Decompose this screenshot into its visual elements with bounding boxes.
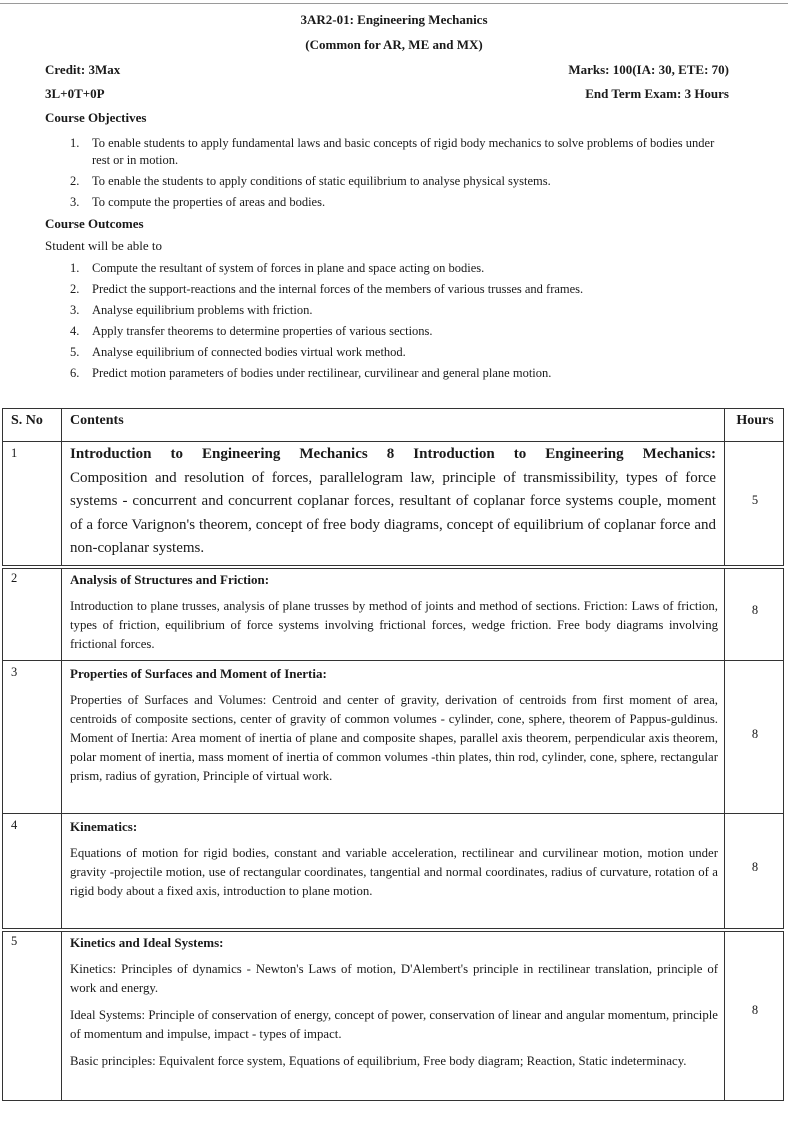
top-rule <box>0 3 788 4</box>
objectives-heading: Course Objectives <box>45 110 147 125</box>
exam-duration-text: End Term Exam: 3 Hours <box>585 86 729 101</box>
outcomes-heading: Course Outcomes <box>45 216 144 231</box>
header-sno: S. No <box>11 413 43 428</box>
row-paragraph: Basic principles: Equivalent force system, Equations of equilibrium, Free body diagram; Reaction, Static indeterminacy. <box>70 1054 687 1068</box>
row-title: Kinematics: <box>70 819 138 834</box>
syllabus-title: 3AR2-01: Engineering Mechanics <box>300 12 488 27</box>
row-paragraph: Composition and resolution of forces, parallelogram law, principle of transmissibility, types of force systems - concurrent and concurrent coplanar forces, resultant of coplanar force systems couple, moment of a force Varignon's theorem, concept of free body diagrams, concept of equilibrium of coplanar force and non-coplanar systems. <box>70 469 716 556</box>
row-title: Analysis of Structures and Friction: <box>70 572 270 587</box>
row-paragraph: Properties of Surfaces and Volumes: Centroid and center of gravity, derivation of centroids from first moment of area, centroids of composite sections, center of gravity of common volumes - cylinder, cone, sphere, theorem of Pappus-guldinus. Moment of Inertia: Area moment of inertia of plane and composite shapes, parallel axis theorem, perpendicular axis theorem, polar moment of inertia, mass moment of inertia of common volumes -thin plates, thin rod, cylinder, cone, sphere, rectangular prism, radius of gyration, Principle of virtual work. <box>70 693 718 783</box>
row-hours: 5 <box>751 493 759 507</box>
list-item: 2. Predict the support-reactions and the internal forces of the members of various trusses and frames. <box>70 282 584 296</box>
header-contents: Contents <box>70 413 124 428</box>
row-paragraph: Ideal Systems: Principle of conservation of energy, concept of power, conservation of linear and angular momentum, principle of momentum and impulse, impact - types of impact. <box>70 1008 718 1041</box>
credit-marks-row <box>45 62 729 78</box>
row-hours: 8 <box>751 603 759 617</box>
row-sno: 2 <box>11 571 18 585</box>
ltp-exam-row <box>45 86 729 102</box>
row-paragraph: Kinetics: Principles of dynamics - Newton's Laws of motion, D'Alembert's principle in rectilinear translation, principle of work and energy. <box>70 962 718 995</box>
row-sno: 3 <box>11 665 18 679</box>
contents-table-row5 <box>2 931 784 1101</box>
row-sno: 1 <box>11 446 18 460</box>
row-hours: 8 <box>751 860 759 874</box>
row-title: Kinetics and Ideal Systems: <box>70 935 224 950</box>
list-item: 2. To enable the students to apply conditions of static equilibrium to analyse physical systems. <box>70 174 551 188</box>
header-hours: Hours <box>736 413 774 428</box>
list-item: 4. Apply transfer theorems to determine properties of various sections. <box>70 324 433 338</box>
row-hours: 8 <box>751 1003 759 1017</box>
row-sno: 4 <box>11 818 18 832</box>
list-item: 1. To enable students to apply fundamental laws and basic concepts of rigid body mechanics to solve problems of bodies under rest or in motion. <box>70 136 715 167</box>
row-hours: 8 <box>751 727 759 741</box>
row-paragraph: Equations of motion for rigid bodies, constant and variable acceleration, rectilinear and curvilinear motion, motion under gravity -projectile motion, use of rectangular coordinates, tangential and normal coordinates, radius of curvature, rotation of a rigid body about a fixed axis, introduction to plane motion. <box>70 846 718 898</box>
outcomes-list <box>70 260 732 386</box>
row-content <box>70 443 716 561</box>
ltp-text: 3L+0T+0P <box>45 86 105 101</box>
row-sno: 5 <box>11 934 18 948</box>
contents-table-head-row1 <box>2 408 784 566</box>
row-title: Properties of Surfaces and Moment of Inertia: <box>70 666 327 681</box>
syllabus-subtitle: (Common for AR, ME and MX) <box>305 37 483 52</box>
list-item: 6. Predict motion parameters of bodies under rectilinear, curvilinear and general plane motion. <box>70 366 552 380</box>
list-item: 5. Analyse equilibrium of connected bodies virtual work method. <box>70 345 406 359</box>
list-item: 3. To compute the properties of areas and bodies. <box>70 195 326 209</box>
list-item: 1. Compute the resultant of system of forces in plane and space acting on bodies. <box>70 261 485 275</box>
row-paragraph: Introduction to plane trusses, analysis of plane trusses by method of joints and method of sections. Friction: Laws of friction, types of friction, equilibrium of force systems involving frictional forces, wedge friction. Free body diagrams involving frictional forces. <box>70 599 718 651</box>
credit-text: Credit: 3Max <box>45 62 121 77</box>
objectives-list <box>70 135 732 215</box>
outcomes-intro: Student will be able to <box>45 238 162 253</box>
contents-table-rows2-4 <box>2 568 784 929</box>
marks-text: Marks: 100(IA: 30, ETE: 70) <box>568 62 729 77</box>
list-item: 3. Analyse equilibrium problems with friction. <box>70 303 313 317</box>
row-title: Introduction to Engineering Mechanics 8 Introduction to Engineering Mechanics: <box>70 446 716 462</box>
